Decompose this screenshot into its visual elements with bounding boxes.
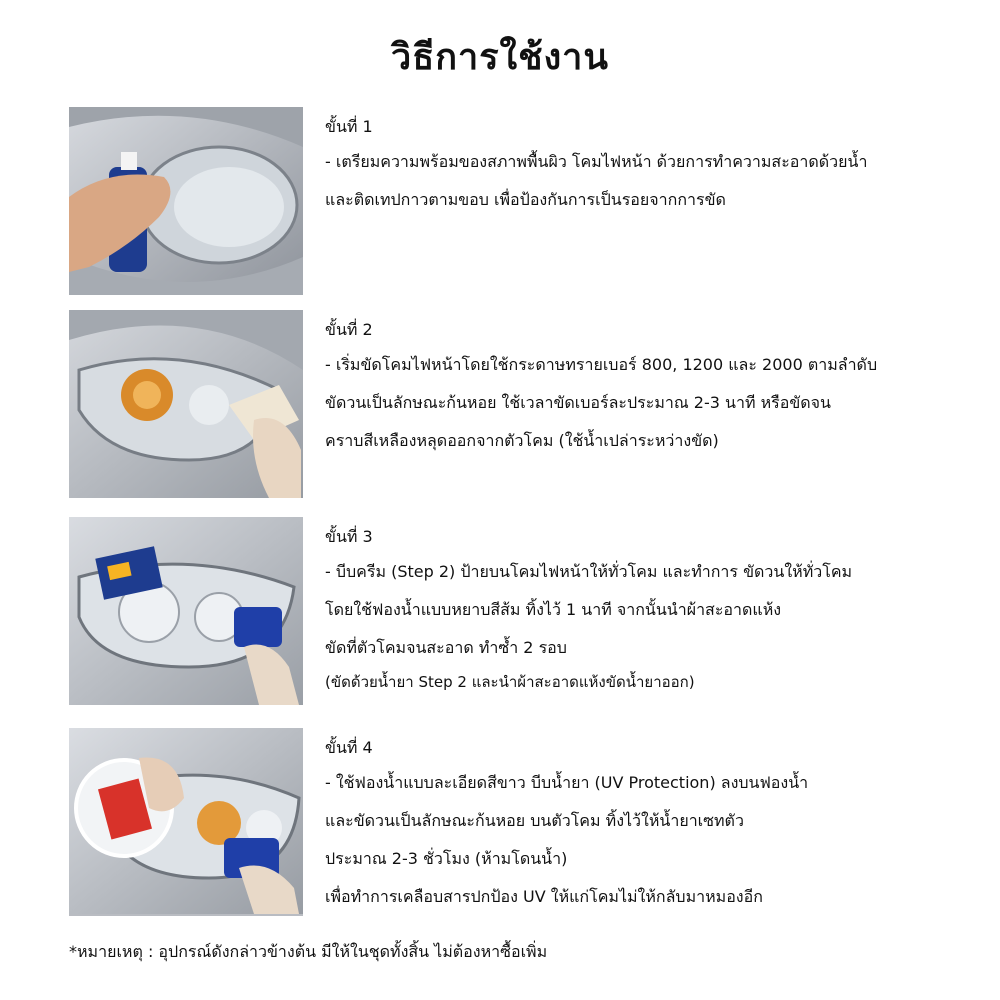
- step-1: [69, 107, 969, 297]
- step-4-photo: [69, 728, 303, 916]
- step-2-line-3: คราบสีเหลืองหลุดออกจากตัวโคม (ใช้น้ำเปล่าระหว่างขัด): [325, 431, 719, 450]
- step-4: [69, 728, 969, 918]
- step-4-text: [325, 736, 965, 916]
- page-title: วิธีการใช้งาน: [391, 37, 609, 78]
- step-3-text: [325, 525, 965, 697]
- step-3-line-3: ขัดที่ตัวโคมจนสะอาด ทำซ้ำ 2 รอบ: [325, 638, 567, 657]
- step-2-title: ขั้นที่ 2: [325, 320, 373, 339]
- step-2-photo: [69, 310, 303, 498]
- step-3-note: (ขัดด้วยน้ำยา Step 2 และนำผ้าสะอาดแห้งขัดน้ำยาออก): [325, 673, 695, 691]
- footnote: *หมายเหตุ : อุปกรณ์ดังกล่าวข้างต้น มีให้ในชุดทั้งสิ้น ไม่ต้องหาซื้อเพิ่ม: [69, 942, 548, 961]
- step-3-photo: [69, 517, 303, 705]
- step-1-title: ขั้นที่ 1: [325, 117, 373, 136]
- step-2-line-1: - เริ่มขัดโคมไฟหน้าโดยใช้กระดาษทรายเบอร์ 800, 1200 และ 2000 ตามลำดับ: [325, 355, 878, 374]
- step-1-text: [325, 115, 965, 219]
- step-2-line-2: ขัดวนเป็นลักษณะก้นหอย ใช้เวลาขัดเบอร์ละประมาณ 2-3 นาที หรือขัดจน: [325, 393, 831, 412]
- step-4-line-1: - ใช้ฟองน้ำแบบละเอียดสีขาว บีบน้ำยา (UV Protection) ลงบนฟองน้ำ: [325, 773, 809, 792]
- step-3: [69, 517, 969, 707]
- step-3-title: ขั้นที่ 3: [325, 527, 373, 546]
- step-1-photo: [69, 107, 303, 295]
- step-4-line-2: และขัดวนเป็นลักษณะก้นหอย บนตัวโคม ทิ้งไว้ให้น้ำยาเซทตัว: [325, 811, 744, 830]
- step-3-line-1: - บีบครีม (Step 2) ป้ายบนโคมไฟหน้าให้ทั่วโคม และทำการ ขัดวนให้ทั่วโคม: [325, 562, 853, 581]
- step-1-line-1: - เตรียมความพร้อมของสภาพพื้นผิว โคมไฟหน้า ด้วยการทำความสะอาดด้วยน้ำ: [325, 152, 868, 171]
- step-4-title: ขั้นที่ 4: [325, 738, 373, 757]
- step-4-line-4: เพื่อทำการเคลือบสารปกป้อง UV ให้แก่โคมไม่ให้กลับมาหมองอีก: [325, 887, 763, 906]
- step-4-line-3: ประมาณ 2-3 ชั่วโมง (ห้ามโดนน้ำ): [325, 849, 568, 868]
- step-1-line-2: และติดเทปกาวตามขอบ เพื่อป้องกันการเป็นรอยจากการขัด: [325, 190, 726, 209]
- step-3-line-2: โดยใช้ฟองน้ำแบบหยาบสีส้ม ทิ้งไว้ 1 นาที จากนั้นนำผ้าสะอาดแห้ง: [325, 600, 782, 619]
- step-2: [69, 310, 969, 500]
- step-2-text: [325, 318, 965, 460]
